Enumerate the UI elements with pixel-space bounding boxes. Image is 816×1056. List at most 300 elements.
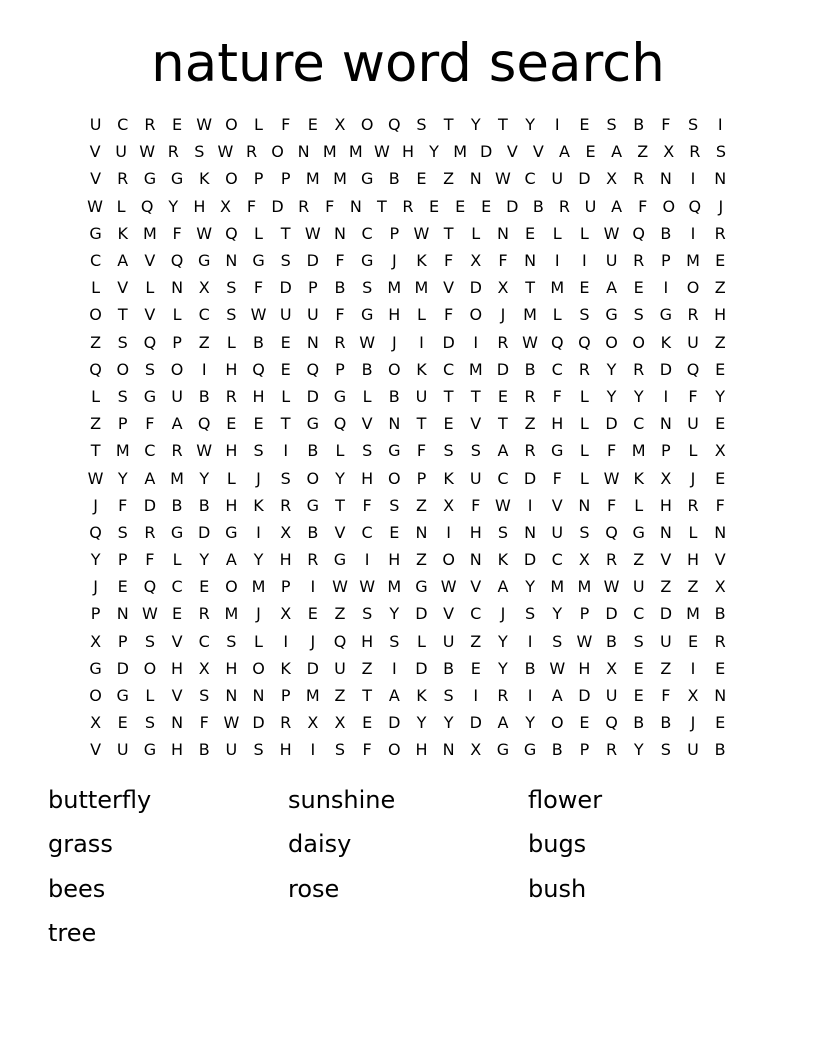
grid-letter[interactable]: S [389,631,400,651]
grid-letter[interactable]: F [552,468,562,488]
grid-letter[interactable]: N [415,522,428,542]
grid-letter[interactable]: N [469,550,482,570]
grid-letter[interactable]: X [714,441,726,461]
grid-letter[interactable]: S [389,495,400,515]
grid-letter[interactable]: L [281,386,291,406]
grid-letter[interactable]: E [470,658,481,678]
grid-letter[interactable]: N [469,169,482,189]
grid-letter[interactable]: Y [633,740,644,760]
grid-letter[interactable]: Z [334,604,346,624]
grid-letter[interactable]: W [139,142,156,162]
grid-letter[interactable]: S [226,278,237,298]
grid-letter[interactable]: R [578,359,590,379]
grid-letter[interactable]: B [171,495,183,515]
grid-letter[interactable]: I [419,332,424,352]
grid-letter[interactable]: I [717,115,723,135]
grid-letter[interactable]: R [167,142,179,162]
grid-letter[interactable]: N [252,686,265,706]
grid-letter[interactable]: Y [199,468,210,488]
grid-letter[interactable]: O [442,550,455,570]
grid-letter[interactable]: T [280,414,291,434]
grid-letter[interactable]: A [497,441,509,461]
grid-letter[interactable]: D [252,713,265,733]
grid-letter[interactable]: H [388,550,401,570]
grid-letter[interactable]: U [442,631,455,651]
grid-letter[interactable]: S [280,251,291,271]
grid-letter[interactable]: D [271,196,284,216]
grid-letter[interactable]: O [89,686,102,706]
grid-letter[interactable]: S [253,740,264,760]
grid-letter[interactable]: F [444,251,454,271]
grid-letter[interactable]: Y [389,604,400,624]
grid-letter[interactable]: S [117,332,128,352]
grid-letter[interactable]: D [306,251,319,271]
grid-letter[interactable]: A [117,251,129,271]
grid-letter[interactable]: V [90,740,102,760]
grid-letter[interactable]: S [633,631,644,651]
grid-letter[interactable]: N [578,495,591,515]
grid-letter[interactable]: X [334,713,346,733]
grid-letter[interactable]: T [90,441,101,461]
grid-letter[interactable]: U [279,305,292,325]
grid-letter[interactable]: N [225,686,238,706]
grid-letter[interactable]: M [550,577,565,597]
grid-letter[interactable]: Q [388,115,401,135]
grid-letter[interactable]: G [659,305,673,325]
grid-letter[interactable]: Z [637,142,649,162]
grid-letter[interactable]: M [170,468,184,488]
grid-letter[interactable]: Q [252,359,265,379]
grid-letter[interactable]: U [632,577,645,597]
grid-letter[interactable]: G [333,550,347,570]
grid-letter[interactable]: Z [660,577,672,597]
grid-letter[interactable]: I [201,359,207,379]
grid-letter[interactable]: S [253,441,264,461]
grid-letter[interactable]: W [87,468,104,488]
grid-letter[interactable]: E [416,169,427,189]
grid-letter[interactable]: F [325,196,335,216]
grid-letter[interactable]: M [251,577,266,597]
grid-letter[interactable]: X [714,577,726,597]
grid-letter[interactable]: U [687,740,699,760]
grid-letter[interactable]: V [89,142,101,162]
grid-letter[interactable]: M [414,278,429,298]
grid-letter[interactable]: R [633,359,645,379]
grid-letter[interactable]: P [308,278,318,298]
grid-letter[interactable]: G [143,740,157,760]
grid-letter[interactable]: Z [470,631,482,651]
grid-letter[interactable]: W [359,332,376,352]
grid-letter[interactable]: W [196,115,213,135]
grid-letter[interactable]: H [171,740,184,760]
grid-letter[interactable]: S [715,142,726,162]
grid-letter[interactable]: P [253,169,264,189]
grid-letter[interactable]: C [633,414,645,434]
grid-letter[interactable]: S [633,305,644,325]
grid-letter[interactable]: C [470,604,482,624]
grid-letter[interactable]: L [579,223,589,243]
grid-letter[interactable]: L [552,305,562,325]
grid-letter[interactable]: B [660,713,672,733]
grid-letter[interactable]: Z [660,658,672,678]
grid-letter[interactable]: S [687,115,699,135]
grid-letter[interactable]: L [688,441,698,461]
grid-letter[interactable]: O [225,115,238,135]
grid-letter[interactable]: D [306,658,319,678]
grid-letter[interactable]: E [715,468,726,488]
grid-letter[interactable]: R [280,495,292,515]
grid-letter[interactable]: L [254,631,263,651]
grid-letter[interactable]: Q [550,332,564,352]
grid-letter[interactable]: C [117,115,129,135]
grid-letter[interactable]: U [415,386,428,406]
grid-letter[interactable]: H [361,631,374,651]
grid-letter[interactable]: E [715,414,726,434]
grid-letter[interactable]: D [469,278,482,298]
grid-letter[interactable]: S [443,686,454,706]
grid-letter[interactable]: K [633,468,644,488]
grid-letter[interactable]: X [687,686,699,706]
grid-letter[interactable]: S [470,441,481,461]
grid-letter[interactable]: E [579,713,590,733]
grid-letter[interactable]: Q [333,631,347,651]
grid-letter[interactable]: V [532,142,544,162]
grid-letter[interactable]: E [280,359,291,379]
grid-letter[interactable]: P [90,604,101,624]
grid-letter[interactable]: Y [715,386,726,406]
grid-letter[interactable]: R [198,604,210,624]
grid-letter[interactable]: H [687,550,700,570]
grid-letter[interactable]: K [117,223,128,243]
grid-letter[interactable]: G [415,577,428,597]
grid-letter[interactable]: J [718,196,724,216]
grid-letter[interactable]: R [334,332,346,352]
grid-letter[interactable]: Q [306,359,320,379]
grid-letter[interactable]: R [714,631,726,651]
grid-letter[interactable]: X [660,468,672,488]
grid-letter[interactable]: V [117,278,129,298]
grid-letter[interactable]: P [172,332,182,352]
grid-letter[interactable]: H [225,495,238,515]
grid-letter[interactable]: O [360,115,374,135]
grid-letter[interactable]: U [171,386,183,406]
grid-letter[interactable]: R [144,522,156,542]
grid-letter[interactable]: H [279,740,292,760]
grid-letter[interactable]: K [198,169,210,189]
grid-letter[interactable]: N [297,142,310,162]
grid-letter[interactable]: X [198,278,210,298]
grid-letter[interactable]: J [500,305,506,325]
grid-letter[interactable]: N [524,522,537,542]
grid-letter[interactable]: V [443,604,455,624]
grid-letter[interactable]: X [334,115,346,135]
grid-letter[interactable]: F [661,686,671,706]
grid-letter[interactable]: M [322,142,337,162]
grid-letter[interactable]: R [558,196,570,216]
grid-letter[interactable]: Y [552,604,563,624]
grid-letter[interactable]: F [335,251,345,271]
grid-letter[interactable]: Q [686,359,700,379]
grid-letter[interactable]: P [661,251,671,271]
grid-letter[interactable]: H [171,658,184,678]
grid-letter[interactable]: F [246,196,257,216]
grid-letter[interactable]: G [252,251,265,271]
grid-letter[interactable]: U [225,740,238,760]
grid-letter[interactable]: I [690,169,696,189]
grid-letter[interactable]: M [224,604,239,624]
grid-letter[interactable]: I [527,686,533,706]
grid-letter[interactable]: W [373,142,390,162]
grid-letter[interactable]: V [334,522,346,542]
grid-letter[interactable]: E [715,658,726,678]
grid-letter[interactable]: F [416,441,427,461]
grid-letter[interactable]: S [497,522,508,542]
grid-letter[interactable]: E [429,196,440,216]
grid-letter[interactable]: L [634,495,644,515]
grid-letter[interactable]: Y [633,386,644,406]
grid-letter[interactable]: W [332,577,348,597]
grid-letter[interactable]: S [416,115,427,135]
grid-letter[interactable]: L [579,386,589,406]
grid-letter[interactable]: R [714,223,726,243]
grid-letter[interactable]: R [605,740,618,760]
grid-letter[interactable]: I [310,577,316,597]
grid-letter[interactable]: C [361,522,373,542]
grid-letter[interactable]: M [577,577,592,597]
grid-letter[interactable]: J [256,468,261,488]
grid-letter[interactable]: U [306,305,319,325]
grid-letter[interactable]: H [415,740,428,760]
grid-letter[interactable]: S [226,631,237,651]
grid-letter[interactable]: V [506,142,518,162]
grid-letter[interactable]: E [497,386,508,406]
grid-letter[interactable]: R [689,142,701,162]
grid-letter[interactable]: W [522,332,538,352]
grid-letter[interactable]: E [389,522,400,542]
grid-letter[interactable]: U [551,169,564,189]
grid-letter[interactable]: F [552,386,562,406]
grid-letter[interactable]: G [333,386,347,406]
grid-letter[interactable]: H [469,522,482,542]
grid-letter[interactable]: W [223,713,240,733]
grid-letter[interactable]: E [687,631,699,651]
grid-letter[interactable]: Y [335,468,345,488]
grid-letter[interactable]: M [550,278,565,298]
grid-letter[interactable]: P [579,740,590,760]
grid-letter[interactable]: U [334,658,346,678]
grid-letter[interactable]: P [117,550,128,570]
grid-letter[interactable]: R [298,196,310,216]
grid-letter[interactable]: B [524,658,536,678]
grid-letter[interactable]: I [690,223,696,243]
grid-letter[interactable]: E [362,713,373,733]
grid-letter[interactable]: J [256,604,261,624]
grid-letter[interactable]: J [690,468,696,488]
grid-letter[interactable]: M [305,169,320,189]
grid-letter[interactable]: C [551,550,563,570]
grid-letter[interactable]: P [416,468,427,488]
grid-letter[interactable]: R [280,713,292,733]
grid-letter[interactable]: N [171,278,184,298]
grid-letter[interactable]: C [89,251,102,271]
grid-letter[interactable]: R [307,550,319,570]
grid-letter[interactable]: N [659,169,672,189]
grid-letter[interactable]: L [145,278,155,298]
grid-letter[interactable]: L [116,196,126,216]
grid-letter[interactable]: E [307,604,318,624]
grid-letter[interactable]: U [687,332,699,352]
grid-letter[interactable]: B [524,359,536,379]
grid-letter[interactable]: X [198,658,210,678]
grid-letter[interactable]: X [280,522,292,542]
grid-letter[interactable]: Q [688,196,702,216]
grid-letter[interactable]: G [360,305,374,325]
grid-letter[interactable]: C [361,223,373,243]
grid-letter[interactable]: O [388,468,401,488]
grid-letter[interactable]: O [143,658,157,678]
grid-letter[interactable]: S [362,441,373,461]
grid-letter[interactable]: X [307,713,319,733]
grid-letter[interactable]: I [364,550,370,570]
grid-letter[interactable]: T [117,305,128,325]
grid-letter[interactable]: N [442,740,455,760]
grid-letter[interactable]: G [89,658,102,678]
grid-letter[interactable]: X [606,658,618,678]
grid-letter[interactable]: D [143,495,157,515]
grid-letter[interactable]: Z [90,332,102,352]
grid-letter[interactable]: G [551,441,564,461]
grid-letter[interactable]: E [117,713,128,733]
grid-letter[interactable]: O [116,359,130,379]
grid-letter[interactable]: I [690,658,696,678]
grid-letter[interactable]: H [361,468,374,488]
grid-letter[interactable]: U [469,468,482,488]
grid-letter[interactable]: F [606,441,617,461]
grid-letter[interactable]: Q [197,414,211,434]
grid-letter[interactable]: B [307,441,319,461]
grid-letter[interactable]: Y [525,115,535,135]
grid-letter[interactable]: D [442,332,455,352]
grid-letter[interactable]: P [335,359,345,379]
grid-letter[interactable]: K [416,359,427,379]
grid-letter[interactable]: M [348,142,363,162]
grid-letter[interactable]: O [170,359,184,379]
grid-letter[interactable]: O [388,740,401,760]
grid-letter[interactable]: N [714,522,727,542]
grid-letter[interactable]: T [525,278,535,298]
grid-letter[interactable]: E [226,414,237,434]
grid-letter[interactable]: R [144,115,156,135]
grid-letter[interactable]: Q [632,223,645,243]
grid-letter[interactable]: Q [170,251,184,271]
grid-letter[interactable]: F [638,196,648,216]
grid-letter[interactable]: A [558,142,570,162]
grid-letter[interactable]: C [443,359,455,379]
grid-letter[interactable]: T [335,495,345,515]
grid-letter[interactable]: N [496,223,509,243]
grid-letter[interactable]: L [254,115,263,135]
grid-letter[interactable]: G [143,169,157,189]
grid-letter[interactable]: D [469,713,482,733]
grid-letter[interactable]: S [144,631,155,651]
grid-letter[interactable]: S [117,386,128,406]
grid-letter[interactable]: T [377,196,387,216]
grid-letter[interactable]: P [117,414,128,434]
grid-letter[interactable]: C [551,359,563,379]
grid-letter[interactable]: I [663,278,669,298]
grid-letter[interactable]: S [144,359,155,379]
grid-letter[interactable]: S [144,713,155,733]
grid-letter[interactable]: A [611,142,623,162]
grid-letter[interactable]: G [306,414,320,434]
grid-letter[interactable]: C [144,441,156,461]
grid-letter[interactable]: A [611,196,623,216]
grid-letter[interactable]: B [253,332,264,352]
grid-letter[interactable]: L [416,305,426,325]
grid-letter[interactable]: N [659,522,672,542]
grid-letter[interactable]: X [578,550,590,570]
grid-letter[interactable]: H [659,495,672,515]
grid-letter[interactable]: K [280,658,291,678]
grid-letter[interactable]: A [388,686,400,706]
grid-letter[interactable]: Y [199,550,210,570]
grid-letter[interactable]: G [116,686,129,706]
grid-letter[interactable]: E [481,196,492,216]
grid-letter[interactable]: O [662,196,676,216]
grid-letter[interactable]: T [443,386,454,406]
grid-letter[interactable]: G [89,223,102,243]
grid-letter[interactable]: G [198,251,211,271]
grid-letter[interactable]: I [256,522,261,542]
grid-letter[interactable]: B [198,495,210,515]
grid-letter[interactable]: E [525,223,536,243]
grid-letter[interactable]: L [91,386,101,406]
grid-letter[interactable]: E [455,196,466,216]
grid-letter[interactable]: R [633,169,645,189]
grid-letter[interactable]: D [523,550,537,570]
grid-letter[interactable]: M [523,305,537,325]
grid-letter[interactable]: I [554,115,560,135]
grid-letter[interactable]: P [280,686,291,706]
grid-letter[interactable]: W [576,631,593,651]
grid-letter[interactable]: W [603,223,620,243]
grid-letter[interactable]: Z [714,332,726,352]
grid-letter[interactable]: P [117,631,128,651]
grid-letter[interactable]: D [306,386,319,406]
grid-letter[interactable]: F [715,495,725,515]
grid-letter[interactable]: A [551,686,563,706]
grid-letter[interactable]: G [360,251,374,271]
grid-letter[interactable]: A [497,577,509,597]
grid-letter[interactable]: V [171,631,183,651]
grid-letter[interactable]: L [226,468,236,488]
grid-letter[interactable]: P [389,223,400,243]
grid-letter[interactable]: D [605,414,618,434]
grid-letter[interactable]: S [443,441,454,461]
grid-letter[interactable]: T [498,115,508,135]
grid-letter[interactable]: Z [415,550,427,570]
grid-letter[interactable]: G [496,740,510,760]
grid-letter[interactable]: Y [416,713,427,733]
grid-letter[interactable]: S [194,142,205,162]
grid-letter[interactable]: J [391,332,397,352]
grid-letter[interactable]: Y [525,713,535,733]
grid-letter[interactable]: E [307,115,318,135]
grid-letter[interactable]: F [118,495,128,515]
grid-letter[interactable]: Q [89,359,102,379]
grid-letter[interactable]: V [470,577,482,597]
grid-letter[interactable]: N [714,686,727,706]
